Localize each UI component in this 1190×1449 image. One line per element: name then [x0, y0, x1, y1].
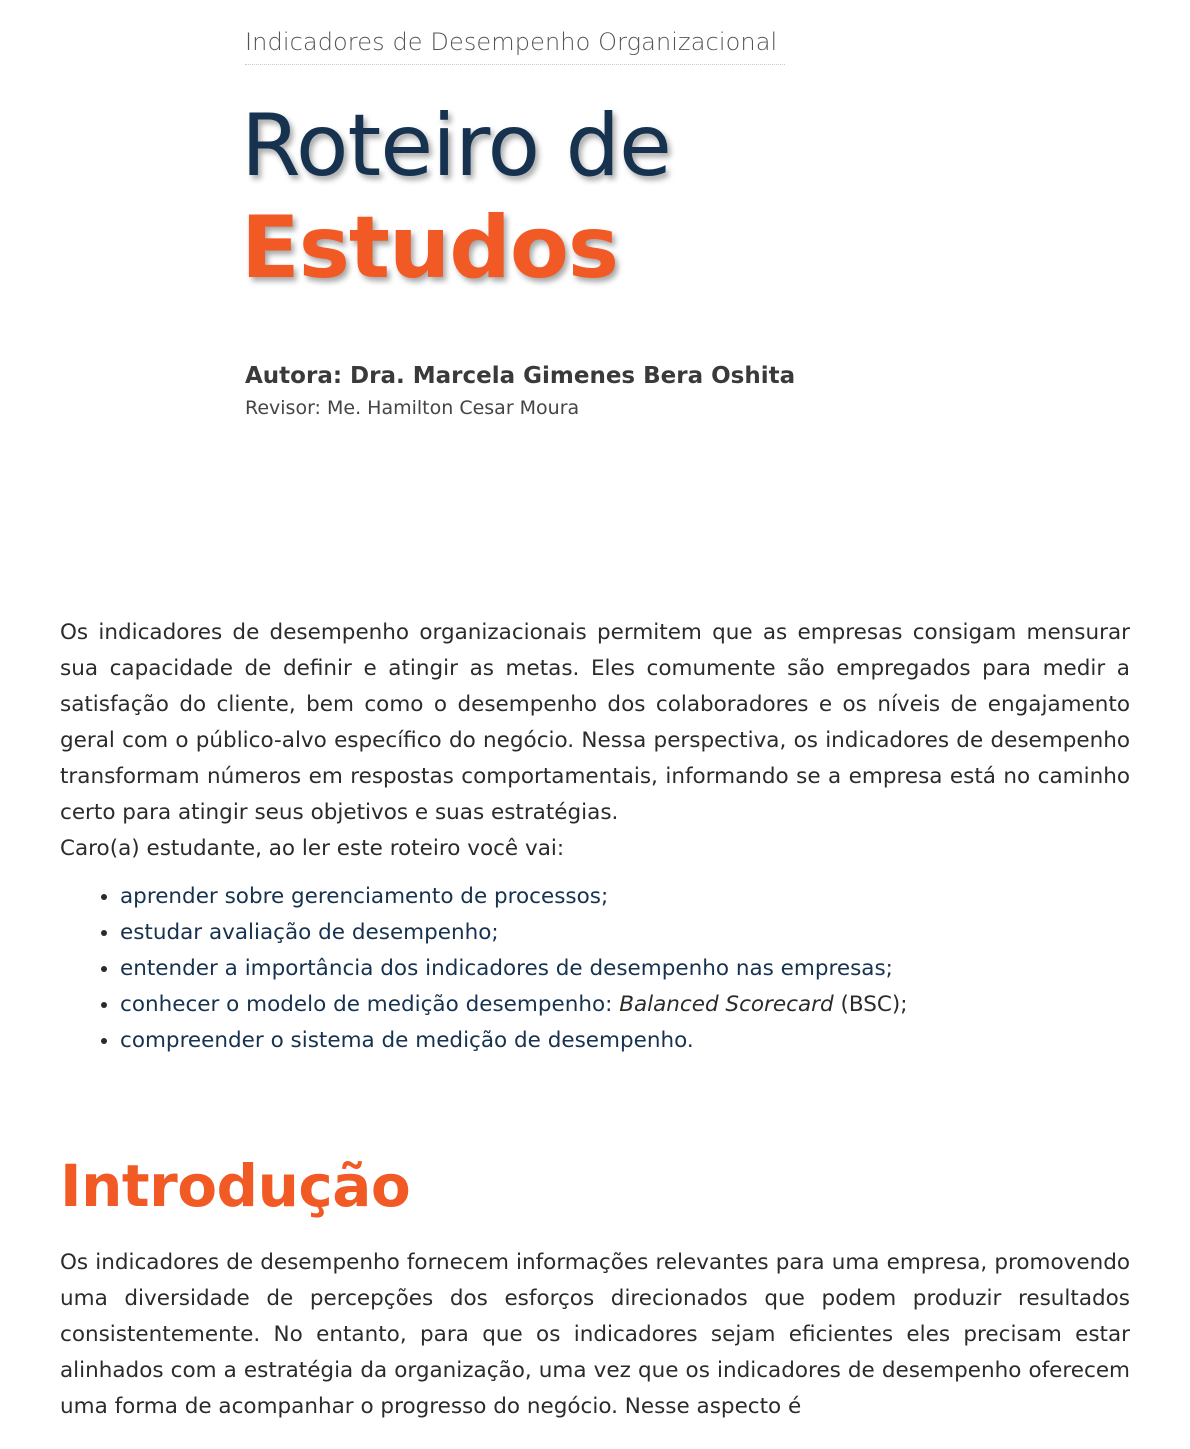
list-item: • compreender o sistema de medição de desempenho. — [120, 1023, 1130, 1059]
section-paragraph: Os indicadores de desempenho fornecem informações relevantes para uma empresa, promovendo uma diversidade de percepções dos esforços direcionados que podem produzir resultados consistentemente. No entanto, para que os indicadores sejam eficientes eles precisam estar alinhados com a estratégia da organização, uma vez que os indicadores de desempenho oferecem uma forma de acompanhar o progresso do negócio. Nesse aspecto é — [60, 1250, 1130, 1419]
objectives-list — [60, 879, 1130, 1059]
objectives-lead: Caro(a) estudante, ao ler este roteiro você vai: — [60, 836, 565, 861]
list-item: • estudar avaliação de desempenho; — [120, 915, 1130, 951]
document-body — [60, 615, 1130, 1425]
revisor-line: Revisor: Me. Hamilton Cesar Moura — [245, 397, 580, 419]
course-subject: Indicadores de Desempenho Organizacional — [245, 28, 785, 65]
title-line-estudos: Estudos — [241, 198, 619, 298]
page-title — [241, 96, 785, 298]
document-header — [241, 28, 796, 419]
bsc-term: Balanced Scorecard — [619, 992, 834, 1017]
intro-paragraph: Os indicadores de desempenho organizacionais permitem que as empresas consigam mensurar sua capacidade de definir e atingir as metas. Eles comumente são empregados para medir a satisfação do cliente, bem como o desempenho dos colaboradores e os níveis de engajamento geral com o público-alvo específico do negócio. Nessa perspectiva, os indicadores de desempenho transformam números em respostas comportamentais, informando se a empresa está no caminho certo para atingir seus objetivos e suas estratégias. — [60, 620, 1130, 825]
list-item: • entender a importância dos indicadores de desempenho nas empresas; — [120, 951, 1130, 987]
list-item: • conhecer o modelo de medição desempenho: Balanced Scorecard (BSC); — [120, 987, 1130, 1023]
bsc-acronym: (BSC); — [840, 992, 908, 1017]
author-line: Autora: Dra. Marcela Gimenes Bera Oshita — [245, 363, 796, 389]
list-item: • aprender sobre gerenciamento de processos; — [120, 879, 1130, 915]
title-line-roteiro: Roteiro de — [241, 96, 671, 196]
section-heading-introducao: Introdução — [60, 1152, 411, 1220]
